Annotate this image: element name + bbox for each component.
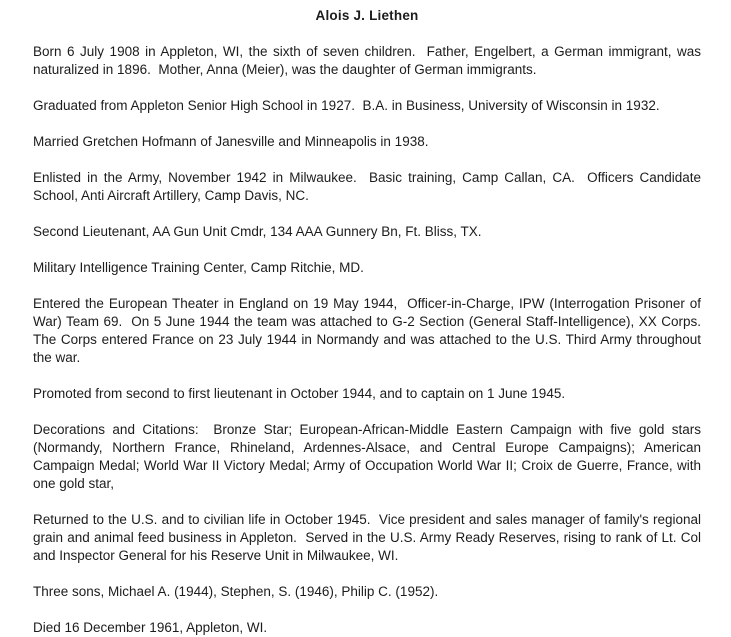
bio-paragraph-european-theater: Entered the European Theater in England on 19 May 1944, Officer-in-Charge, IPW (Interrogation Prisoner of War) Team 69. On 5 June 1944 the team was attached to G-2 Section (General Staff-Intelligence), XX Corps. The Corps entered France on 23 July 1944 in Normandy and was attached to the U.S. Third Army throughout the war. [33, 296, 709, 365]
bio-paragraph-sons: Three sons, Michael A. (1944), Stephen, S. (1946), Philip C. (1952). [33, 584, 439, 599]
bio-paragraph-birth: Born 6 July 1908 in Appleton, WI, the sixth of seven children. Father, Engelbert, a German immigrant, was naturalized in 1896. Mother, Anna (Meier), was the daughter of German immigrants. [33, 44, 705, 77]
page-title: Alois J. Liethen [315, 8, 419, 23]
bio-paragraph-promotions: Promoted from second to first lieutenant in October 1944, and to captain on 1 June 1945. [33, 386, 566, 401]
bio-paragraph-enlistment: Enlisted in the Army, November 1942 in Milwaukee. Basic training, Camp Callan, CA. Officers Candidate School, Anti Aircraft Artillery, Camp Davis, NC. [33, 170, 705, 203]
bio-paragraph-marriage: Married Gretchen Hofmann of Janesville and Minneapolis in 1938. [33, 134, 429, 149]
bio-paragraph-civilian-return: Returned to the U.S. and to civilian life in October 1945. Vice president and sales manager of family's regional grain and animal feed business in Appleton. Served in the U.S. Army Ready Reserves, rising to rank of Lt. Col and Inspector General for his Reserve Unit in Milwaukee, WI. [33, 512, 705, 563]
bio-paragraph-death: Died 16 December 1961, Appleton, WI. [33, 620, 268, 635]
bio-paragraph-military-intelligence: Military Intelligence Training Center, Camp Ritchie, MD. [33, 260, 364, 275]
bio-paragraph-second-lieutenant: Second Lieutenant, AA Gun Unit Cmdr, 134 AAA Gunnery Bn, Ft. Bliss, TX. [33, 224, 482, 239]
bio-paragraph-decorations: Decorations and Citations: Bronze Star; European-African-Middle Eastern Campaign with five gold stars (Normandy, Northern France, Rhineland, Ardennes-Alsace, and Central Europe Campaigns); American Campaign Medal; World War II Victory Medal; Army of Occupation World War II; Croix de Guerre, France, with one gold star, [33, 422, 705, 491]
bio-paragraph-education: Graduated from Appleton Senior High School in 1927. B.A. in Business, University of Wisconsin in 1932. [33, 98, 660, 113]
